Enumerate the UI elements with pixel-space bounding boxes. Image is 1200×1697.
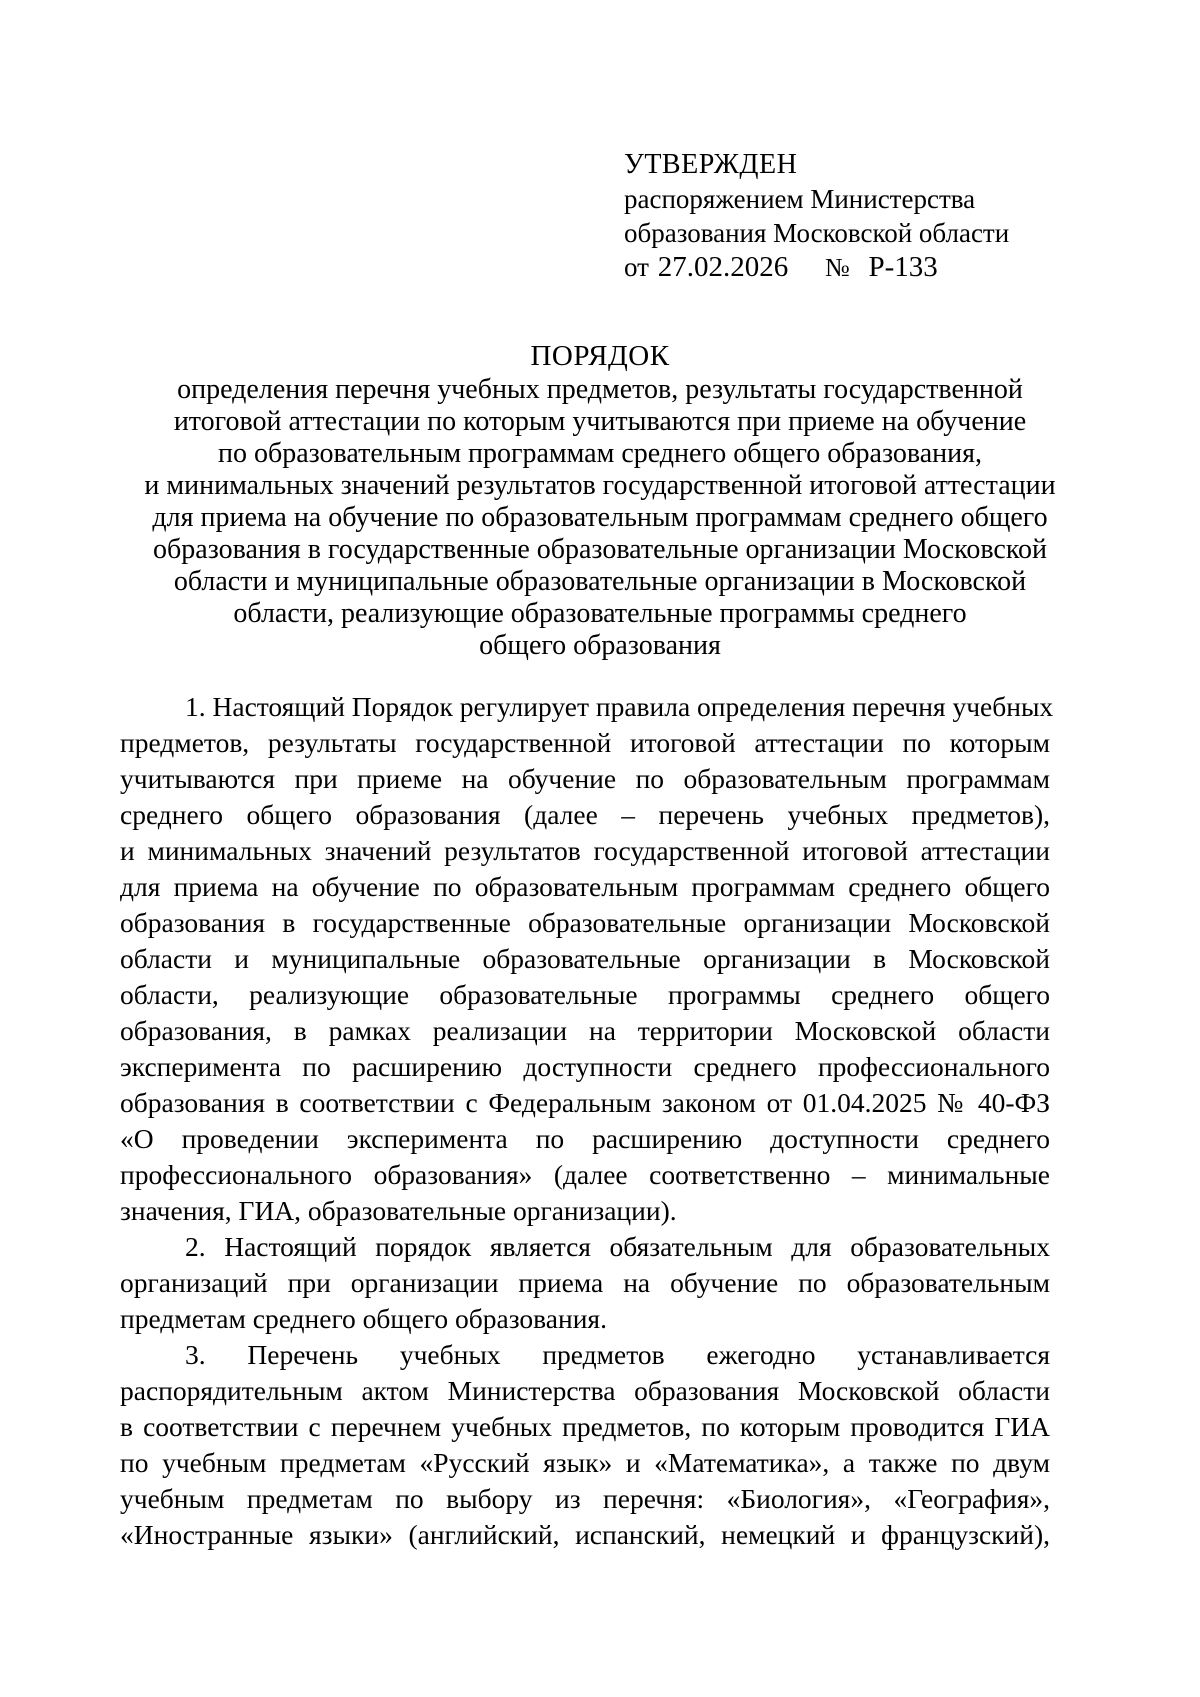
document-body xyxy=(120,689,1054,1553)
paragraph-line: для приема на обучение по образовательным программам среднего общего xyxy=(120,871,1050,902)
paragraph-line: профессионального образования» (далее соответственно – минимальные xyxy=(120,1159,1050,1190)
title-line: по образовательным программам среднего общего образования, xyxy=(218,438,982,469)
title-line: области, реализующие образовательные программы среднего xyxy=(233,598,967,629)
title-line: образования в государственные образовательные организации Московской xyxy=(153,534,1047,565)
approval-line-2: образования Московской области xyxy=(624,218,1010,248)
paragraph-line: образования в соответствии с Федеральным законом от 01.04.2025 № 40-ФЗ xyxy=(120,1087,1050,1118)
title-line: для приема на обучение по образовательным программам среднего общего xyxy=(152,502,1048,533)
paragraph-line: образования, в рамках реализации на территории Московской области xyxy=(120,1015,1050,1046)
paragraph-2 xyxy=(120,1229,1050,1337)
approval-stamp-block xyxy=(624,148,1084,285)
paragraph-line: организаций при организации приема на обучение по образовательным xyxy=(120,1267,1050,1298)
approval-heading: УТВЕРЖДЕН xyxy=(624,149,798,180)
paragraph-line: 2. Настоящий порядок является обязательным для образовательных xyxy=(185,1231,1050,1262)
approval-date: 27.02.2026 xyxy=(657,251,789,283)
paragraph-line: учитываются при приеме на обучение по образовательным программам xyxy=(120,763,1050,794)
approval-line-1: распоряжением Министерства xyxy=(624,184,976,214)
paragraph-line: области, реализующие образовательные программы среднего общего xyxy=(120,979,1050,1010)
paragraph-line: эксперимента по расширению доступности среднего профессионального xyxy=(120,1051,1050,1082)
document-title xyxy=(120,340,1080,662)
paragraph-3 xyxy=(120,1337,1050,1553)
paragraph-line: по учебным предметам «Русский язык» и «Математика», а также по двум xyxy=(120,1447,1050,1478)
paragraph-line: области и муниципальные образовательные организации в Московской xyxy=(120,943,1050,974)
approval-date-prefix: от xyxy=(624,252,649,282)
paragraph-line: среднего общего образования (далее – перечень учебных предметов), xyxy=(120,799,1050,830)
title-line: определения перечня учебных предметов, результаты государственной xyxy=(177,374,1023,405)
approval-number-sign: № xyxy=(824,253,850,282)
paragraph-line: предметам среднего общего образования. xyxy=(120,1303,607,1334)
paragraph-line: «О проведении эксперимента по расширению доступности среднего xyxy=(120,1123,1050,1154)
paragraph-line: предметов, результаты государственной итоговой аттестации по которым xyxy=(120,727,1050,758)
paragraph-line: образования в государственные образовательные организации Московской xyxy=(120,907,1050,938)
approval-date-line xyxy=(624,250,1084,285)
title-line: и минимальных значений результатов государственной итоговой аттестации xyxy=(144,470,1056,501)
paragraph-line: учебным предметам по выбору из перечня: «Биология», «География», xyxy=(120,1483,1050,1514)
title-line: итоговой аттестации по которым учитываются при приеме на обучение xyxy=(173,406,1027,437)
paragraph-line: и минимальных значений результатов государственной итоговой аттестации xyxy=(120,835,1050,866)
paragraph-line: в соответствии с перечнем учебных предметов, по которым проводится ГИА xyxy=(120,1411,1050,1442)
paragraph-line: «Иностранные языки» (английский, испанский, немецкий и французский), xyxy=(120,1519,1050,1550)
paragraph-line: значения, ГИА, образовательные организации). xyxy=(120,1195,677,1226)
paragraph-line: 3. Перечень учебных предметов ежегодно устанавливается xyxy=(185,1339,1050,1370)
paragraph-line: 1. Настоящий Порядок регулирует правила определения перечня учебных xyxy=(185,691,1054,722)
title-line: области и муниципальные образовательные организации в Московской xyxy=(173,566,1027,597)
paragraph-1 xyxy=(120,689,1054,1229)
title-line: общего образования xyxy=(479,630,721,661)
paragraph-line: распорядительным актом Министерства образования Московской области xyxy=(120,1375,1050,1406)
approval-number: Р-133 xyxy=(868,251,938,283)
title-main: ПОРЯДОК xyxy=(530,340,670,372)
